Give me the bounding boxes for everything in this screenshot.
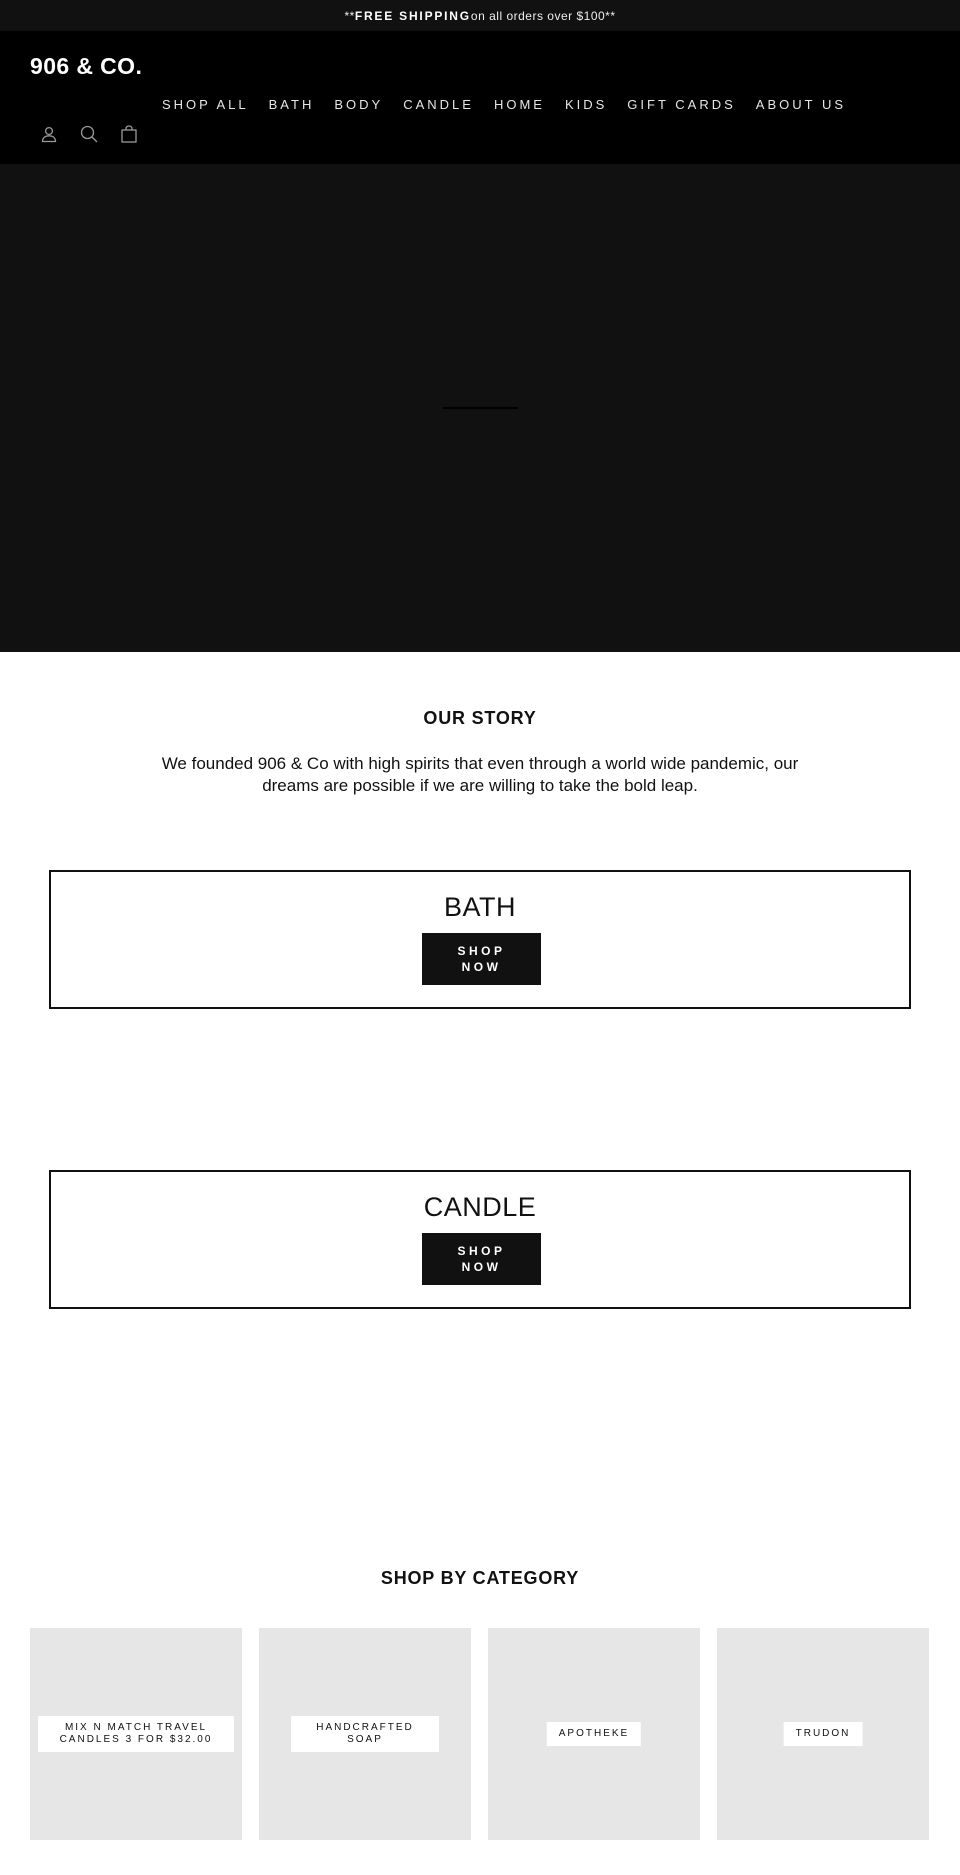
category-card-travel-candles[interactable] xyxy=(30,1628,242,1840)
promo-title: BATH xyxy=(443,892,516,922)
announcement-bar xyxy=(0,0,960,31)
shop-now-button[interactable]: SHOP NOW xyxy=(422,1233,541,1285)
nav-item-kids[interactable]: KIDS xyxy=(564,97,608,112)
promo-title: CANDLE xyxy=(423,1192,537,1222)
category-label: TRUDON xyxy=(784,1722,863,1746)
category-label: APOTHEKE xyxy=(547,1722,641,1746)
account-icon[interactable] xyxy=(38,123,60,145)
main-nav xyxy=(152,97,856,112)
shop-now-button[interactable]: SHOP NOW xyxy=(422,933,541,985)
nav-item-body[interactable]: BODY xyxy=(334,97,384,112)
nav-item-bath[interactable]: BATH xyxy=(268,97,315,112)
category-card-handcrafted-soap[interactable] xyxy=(259,1628,471,1840)
site-logo[interactable]: 906 & CO. xyxy=(30,53,143,79)
hero-divider xyxy=(443,407,518,409)
nav-item-shop-all[interactable]: SHOP ALL xyxy=(162,97,249,112)
announcement-text: on all orders over $100** xyxy=(470,8,616,23)
category-label: HANDCRAFTED SOAP xyxy=(291,1716,439,1752)
category-card-apotheke[interactable] xyxy=(488,1628,700,1840)
category-card-trudon[interactable] xyxy=(717,1628,929,1840)
hero-banner xyxy=(0,164,960,652)
promo-candle xyxy=(49,1170,911,1309)
promo-bath xyxy=(49,870,911,1009)
cart-icon[interactable] xyxy=(118,123,140,145)
nav-item-gift-cards[interactable]: GIFT CARDS xyxy=(627,97,736,112)
story-title: OUR STORY xyxy=(423,708,537,728)
nav-item-about-us[interactable]: ABOUT US xyxy=(755,97,847,112)
search-icon[interactable] xyxy=(78,123,100,145)
category-section-title: SHOP BY CATEGORY xyxy=(380,1568,580,1588)
category-grid xyxy=(30,1628,930,1840)
announcement-highlight: FREE SHIPPING xyxy=(354,8,471,23)
announcement-prefix: ** xyxy=(344,8,355,23)
category-label: MIX N MATCH TRAVEL CANDLES 3 FOR $32.00 xyxy=(38,1716,234,1752)
story-text: We founded 906 & Co with high spirits that even through a world wide pandemic, our dreams are possible if we are willing to take the bold leap. xyxy=(161,754,799,795)
nav-item-home[interactable]: HOME xyxy=(493,97,545,112)
site-header xyxy=(0,31,960,164)
header-icons xyxy=(38,123,140,145)
nav-item-candle[interactable]: CANDLE xyxy=(403,97,474,112)
